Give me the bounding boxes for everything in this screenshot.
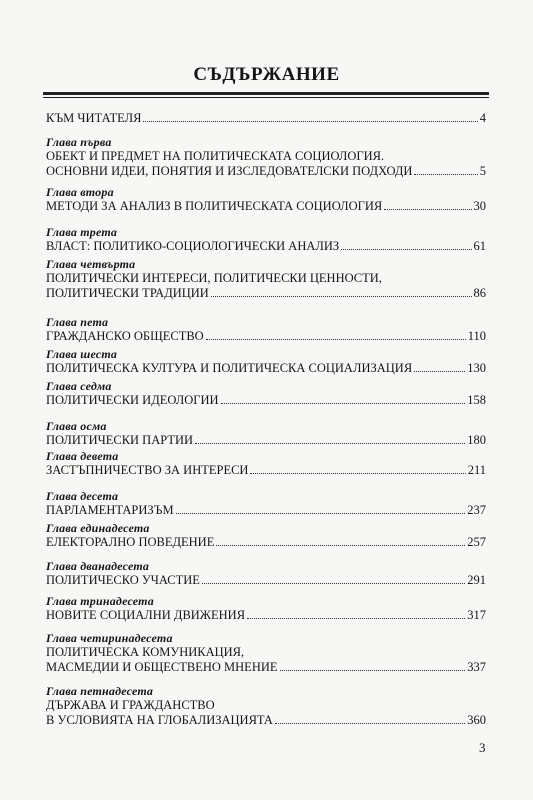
entry-title-row	[46, 535, 486, 550]
chapter-label: Глава седма	[46, 379, 112, 393]
entry-page-number: 360	[467, 712, 486, 727]
entry-title-line: ОСНОВНИ ИДЕИ, ПОНЯТИЯ И ИЗСЛЕДОВАТЕЛСКИ ПОДХОДИ	[46, 163, 413, 178]
chapter-label: Глава петнадесета	[46, 684, 154, 698]
toc-entry	[46, 420, 486, 448]
dot-leader	[143, 121, 477, 122]
page-number: 3	[479, 740, 486, 755]
toc-entry	[46, 380, 486, 408]
toc-entry	[46, 490, 486, 518]
dot-leader	[211, 296, 472, 297]
chapter-label: Глава единадесета	[46, 521, 150, 535]
entry-page-number: 237	[467, 503, 486, 517]
entry-title-line: ПОЛИТИЧЕСКА КОМУНИКАЦИЯ,	[46, 645, 245, 659]
entry-title-row	[46, 393, 486, 408]
entry-page-number: 291	[467, 573, 486, 587]
entry-title-row	[46, 361, 486, 376]
entry-page-number: 317	[467, 608, 486, 622]
chapter-label: Глава четиринадесета	[46, 631, 173, 645]
toc-entry	[46, 595, 486, 623]
entry-title-line: НОВИТЕ СОЦИАЛНИ ДВИЖЕНИЯ	[46, 608, 246, 622]
toc-entry	[46, 348, 486, 376]
chapter-label: Глава десета	[46, 489, 119, 503]
dot-leader	[414, 371, 465, 372]
entry-title-row	[46, 164, 486, 179]
entry-title-line: КЪМ ЧИТАТЕЛЯ	[46, 111, 142, 125]
chapter-label: Глава дванадесета	[46, 559, 150, 573]
entry-page-number: 5	[479, 163, 486, 178]
entry-title-row	[46, 239, 486, 254]
chapter-label: Глава осма	[46, 419, 107, 433]
page-title: СЪДЪРЖАНИЕ	[193, 64, 340, 85]
toc-entry	[46, 632, 486, 674]
toc-entry	[46, 258, 486, 300]
entry-title-line: ПОЛИТИЧЕСКИ ТРАДИЦИИ	[46, 285, 209, 300]
entry-page-number: 130	[467, 361, 486, 375]
entry-title-row	[46, 713, 486, 728]
toc-entry	[46, 560, 486, 588]
toc-entry	[46, 136, 486, 178]
dot-leader	[206, 339, 466, 340]
entry-title-row	[46, 503, 486, 518]
entry-title-line: ВЛАСТ: ПОЛИТИКО-СОЦИОЛОГИЧЕСКИ АНАЛИЗ	[46, 239, 340, 253]
entry-title-row	[46, 329, 486, 344]
entry-page-number: 211	[467, 463, 486, 477]
entry-title-row	[46, 111, 486, 126]
entry-title-row	[46, 286, 486, 301]
entry-title-row	[46, 199, 486, 214]
entry-title-line: ГРАЖДАНСКО ОБЩЕСТВО	[46, 329, 204, 343]
dot-leader	[275, 723, 465, 724]
chapter-label: Глава първа	[46, 135, 112, 149]
entry-title-row	[46, 463, 486, 478]
dot-leader	[384, 209, 471, 210]
toc-entry	[46, 186, 486, 214]
toc-entry	[46, 111, 486, 126]
entry-title-line: ЗАСТЪПНИЧЕСТВО ЗА ИНТЕРЕСИ	[46, 463, 249, 477]
entry-page-number: 158	[467, 393, 486, 407]
entry-title-line: ЕЛЕКТОРАЛНО ПОВЕДЕНИЕ	[46, 535, 215, 549]
entry-title-line: ПОЛИТИЧЕСКИ ПАРТИИ	[46, 433, 194, 447]
toc-entry	[46, 226, 486, 254]
chapter-label: Глава четвърта	[46, 257, 136, 271]
dot-leader	[414, 174, 477, 175]
dot-leader	[221, 403, 466, 404]
entry-page-number: 86	[473, 285, 486, 300]
chapter-label: Глава девета	[46, 449, 119, 463]
chapter-label: Глава тринадесета	[46, 594, 154, 608]
entry-page-number: 61	[473, 239, 486, 253]
chapter-label: Глава пета	[46, 315, 109, 329]
entry-page-number: 180	[467, 433, 486, 447]
entry-title-row	[46, 660, 486, 675]
entry-title-line: МЕТОДИ ЗА АНАЛИЗ В ПОЛИТИЧЕСКАТА СОЦИОЛОГИЯ	[46, 199, 383, 213]
dot-leader	[280, 670, 466, 671]
entry-page-number: 110	[467, 329, 486, 343]
chapter-label: Глава втора	[46, 185, 114, 199]
toc-entry	[46, 450, 486, 478]
dot-leader	[216, 545, 465, 546]
entry-title-line: ОБЕКТ И ПРЕДМЕТ НА ПОЛИТИЧЕСКАТА СОЦИОЛОГИЯ.	[46, 149, 385, 163]
entry-title-row	[46, 608, 486, 623]
dot-leader	[250, 473, 465, 474]
toc-entry	[46, 522, 486, 550]
toc-entry	[46, 685, 486, 727]
toc-entry	[46, 316, 486, 344]
entry-title-line: ПОЛИТИЧЕСКА КУЛТУРА И ПОЛИТИЧЕСКА СОЦИАЛИЗАЦИЯ	[46, 361, 413, 375]
entry-page-number: 30	[473, 199, 486, 213]
entry-title-line: ДЪРЖАВА И ГРАЖДАНСТВО	[46, 698, 215, 712]
title-rule-thin	[43, 97, 489, 98]
dot-leader	[195, 443, 465, 444]
entry-page-number: 4	[479, 111, 486, 125]
title-rule-thick	[43, 92, 489, 95]
entry-title-line: ПОЛИТИЧЕСКИ ИДЕОЛОГИИ	[46, 393, 219, 407]
entry-title-line: МАСМЕДИИ И ОБЩЕСТВЕНО МНЕНИЕ	[46, 659, 278, 674]
dot-leader	[247, 618, 465, 619]
dot-leader	[176, 513, 466, 514]
entry-title-line: ПОЛИТИЧЕСКО УЧАСТИЕ	[46, 573, 200, 587]
dot-leader	[202, 583, 465, 584]
dot-leader	[341, 249, 471, 250]
entry-title-row	[46, 433, 486, 448]
chapter-label: Глава шеста	[46, 347, 118, 361]
entry-page-number: 257	[467, 535, 486, 549]
entry-title-line: ПАРЛАМЕНТАРИЗЪМ	[46, 503, 174, 517]
entry-title-line: ПОЛИТИЧЕСКИ ИНТЕРЕСИ, ПОЛИТИЧЕСКИ ЦЕННОСТИ,	[46, 271, 382, 285]
entry-page-number: 337	[467, 659, 486, 674]
chapter-label: Глава трета	[46, 225, 118, 239]
entry-title-line: В УСЛОВИЯТА НА ГЛОБАЛИЗАЦИЯТА	[46, 712, 273, 727]
entry-title-row	[46, 573, 486, 588]
